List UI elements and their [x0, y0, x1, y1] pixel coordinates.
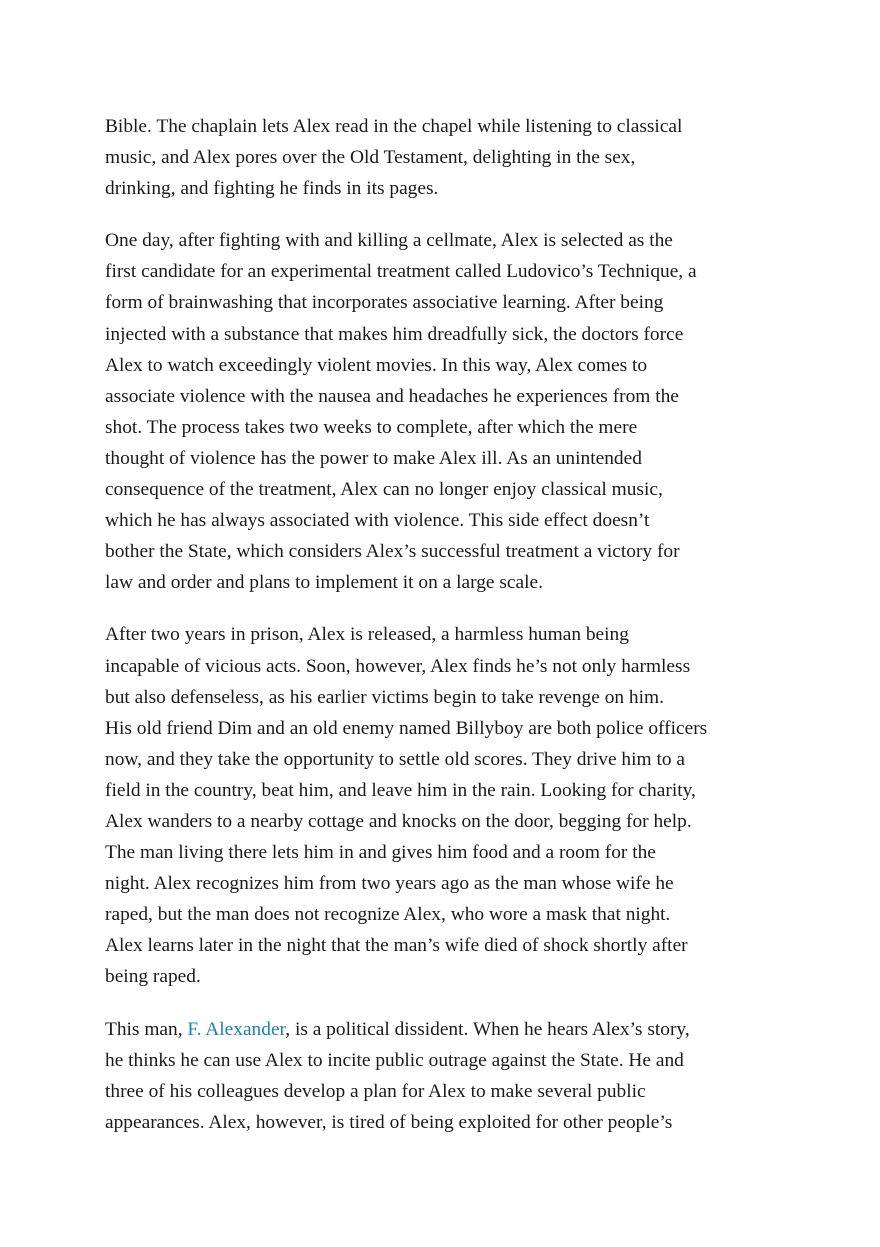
text-line: Alex wanders to a nearby cottage and knocks on the door, begging for help.: [105, 810, 692, 832]
paragraph-4: [105, 1014, 745, 1138]
text-line: thought of violence has the power to make Alex ill. As an unintended: [105, 447, 642, 469]
text-fragment: , is a political dissident. When he hears Alex’s story,: [285, 1018, 690, 1040]
text-line: Alex learns later in the night that the man’s wife died of shock shortly after: [105, 935, 688, 957]
text-line-with-link: [105, 1014, 745, 1045]
text-line: law and order and plans to implement it on a large scale.: [105, 572, 543, 594]
text-line: night. Alex recognizes him from two years ago as the man whose wife he: [105, 873, 674, 895]
text-line: form of brainwashing that incorporates associative learning. After being: [105, 292, 664, 314]
text-line: being raped.: [105, 966, 201, 988]
paragraph-2: [105, 225, 745, 598]
text-line: shot. The process takes two weeks to complete, after which the mere: [105, 416, 638, 438]
text-line: bother the State, which considers Alex’s successful treatment a victory for: [105, 541, 680, 563]
text-line: His old friend Dim and an old enemy named Billyboy are both police officers: [105, 717, 708, 739]
text-line: he thinks he can use Alex to incite public outrage against the State. He and: [105, 1049, 684, 1071]
text-line: After two years in prison, Alex is released, a harmless human being: [105, 624, 629, 646]
text-line: now, and they take the opportunity to settle old scores. They drive him to a: [105, 748, 685, 770]
text-line: which he has always associated with violence. This side effect doesn’t: [105, 510, 650, 532]
text-fragment: This man,: [105, 1018, 188, 1040]
text-line: drinking, and fighting he finds in its pages.: [105, 178, 439, 200]
text-line: One day, after fighting with and killing a cellmate, Alex is selected as the: [105, 230, 673, 252]
text-line: but also defenseless, as his earlier victims begin to take revenge on him.: [105, 686, 664, 708]
text-line: The man living there lets him in and gives him food and a room for the: [105, 842, 656, 864]
text-line: first candidate for an experimental treatment called Ludovico’s Technique, a: [105, 261, 697, 283]
paragraph-1: [105, 111, 745, 204]
text-line: Alex to watch exceedingly violent movies. In this way, Alex comes to: [105, 354, 648, 376]
text-line: Bible. The chaplain lets Alex read in the chapel while listening to classical: [105, 116, 683, 137]
text-line: music, and Alex pores over the Old Testament, delighting in the sex,: [105, 147, 636, 169]
text-body: [105, 111, 745, 1159]
text-line: field in the country, beat him, and leave him in the rain. Looking for charity,: [105, 779, 696, 801]
character-link-f-alexander[interactable]: F. Alexander: [187, 1018, 286, 1040]
text-line: consequence of the treatment, Alex can no longer enjoy classical music,: [105, 479, 663, 501]
text-line: incapable of vicious acts. Soon, however, Alex finds he’s not only harmless: [105, 655, 691, 677]
text-line: injected with a substance that makes him dreadfully sick, the doctors force: [105, 323, 684, 345]
text-line: three of his colleagues develop a plan for Alex to make several public: [105, 1080, 646, 1102]
text-line: raped, but the man does not recognize Alex, who wore a mask that night.: [105, 904, 671, 926]
text-line: associate violence with the nausea and headaches he experiences from the: [105, 385, 679, 407]
text-line: appearances. Alex, however, is tired of being exploited for other people’s: [105, 1111, 673, 1133]
paragraph-3: [105, 619, 745, 992]
